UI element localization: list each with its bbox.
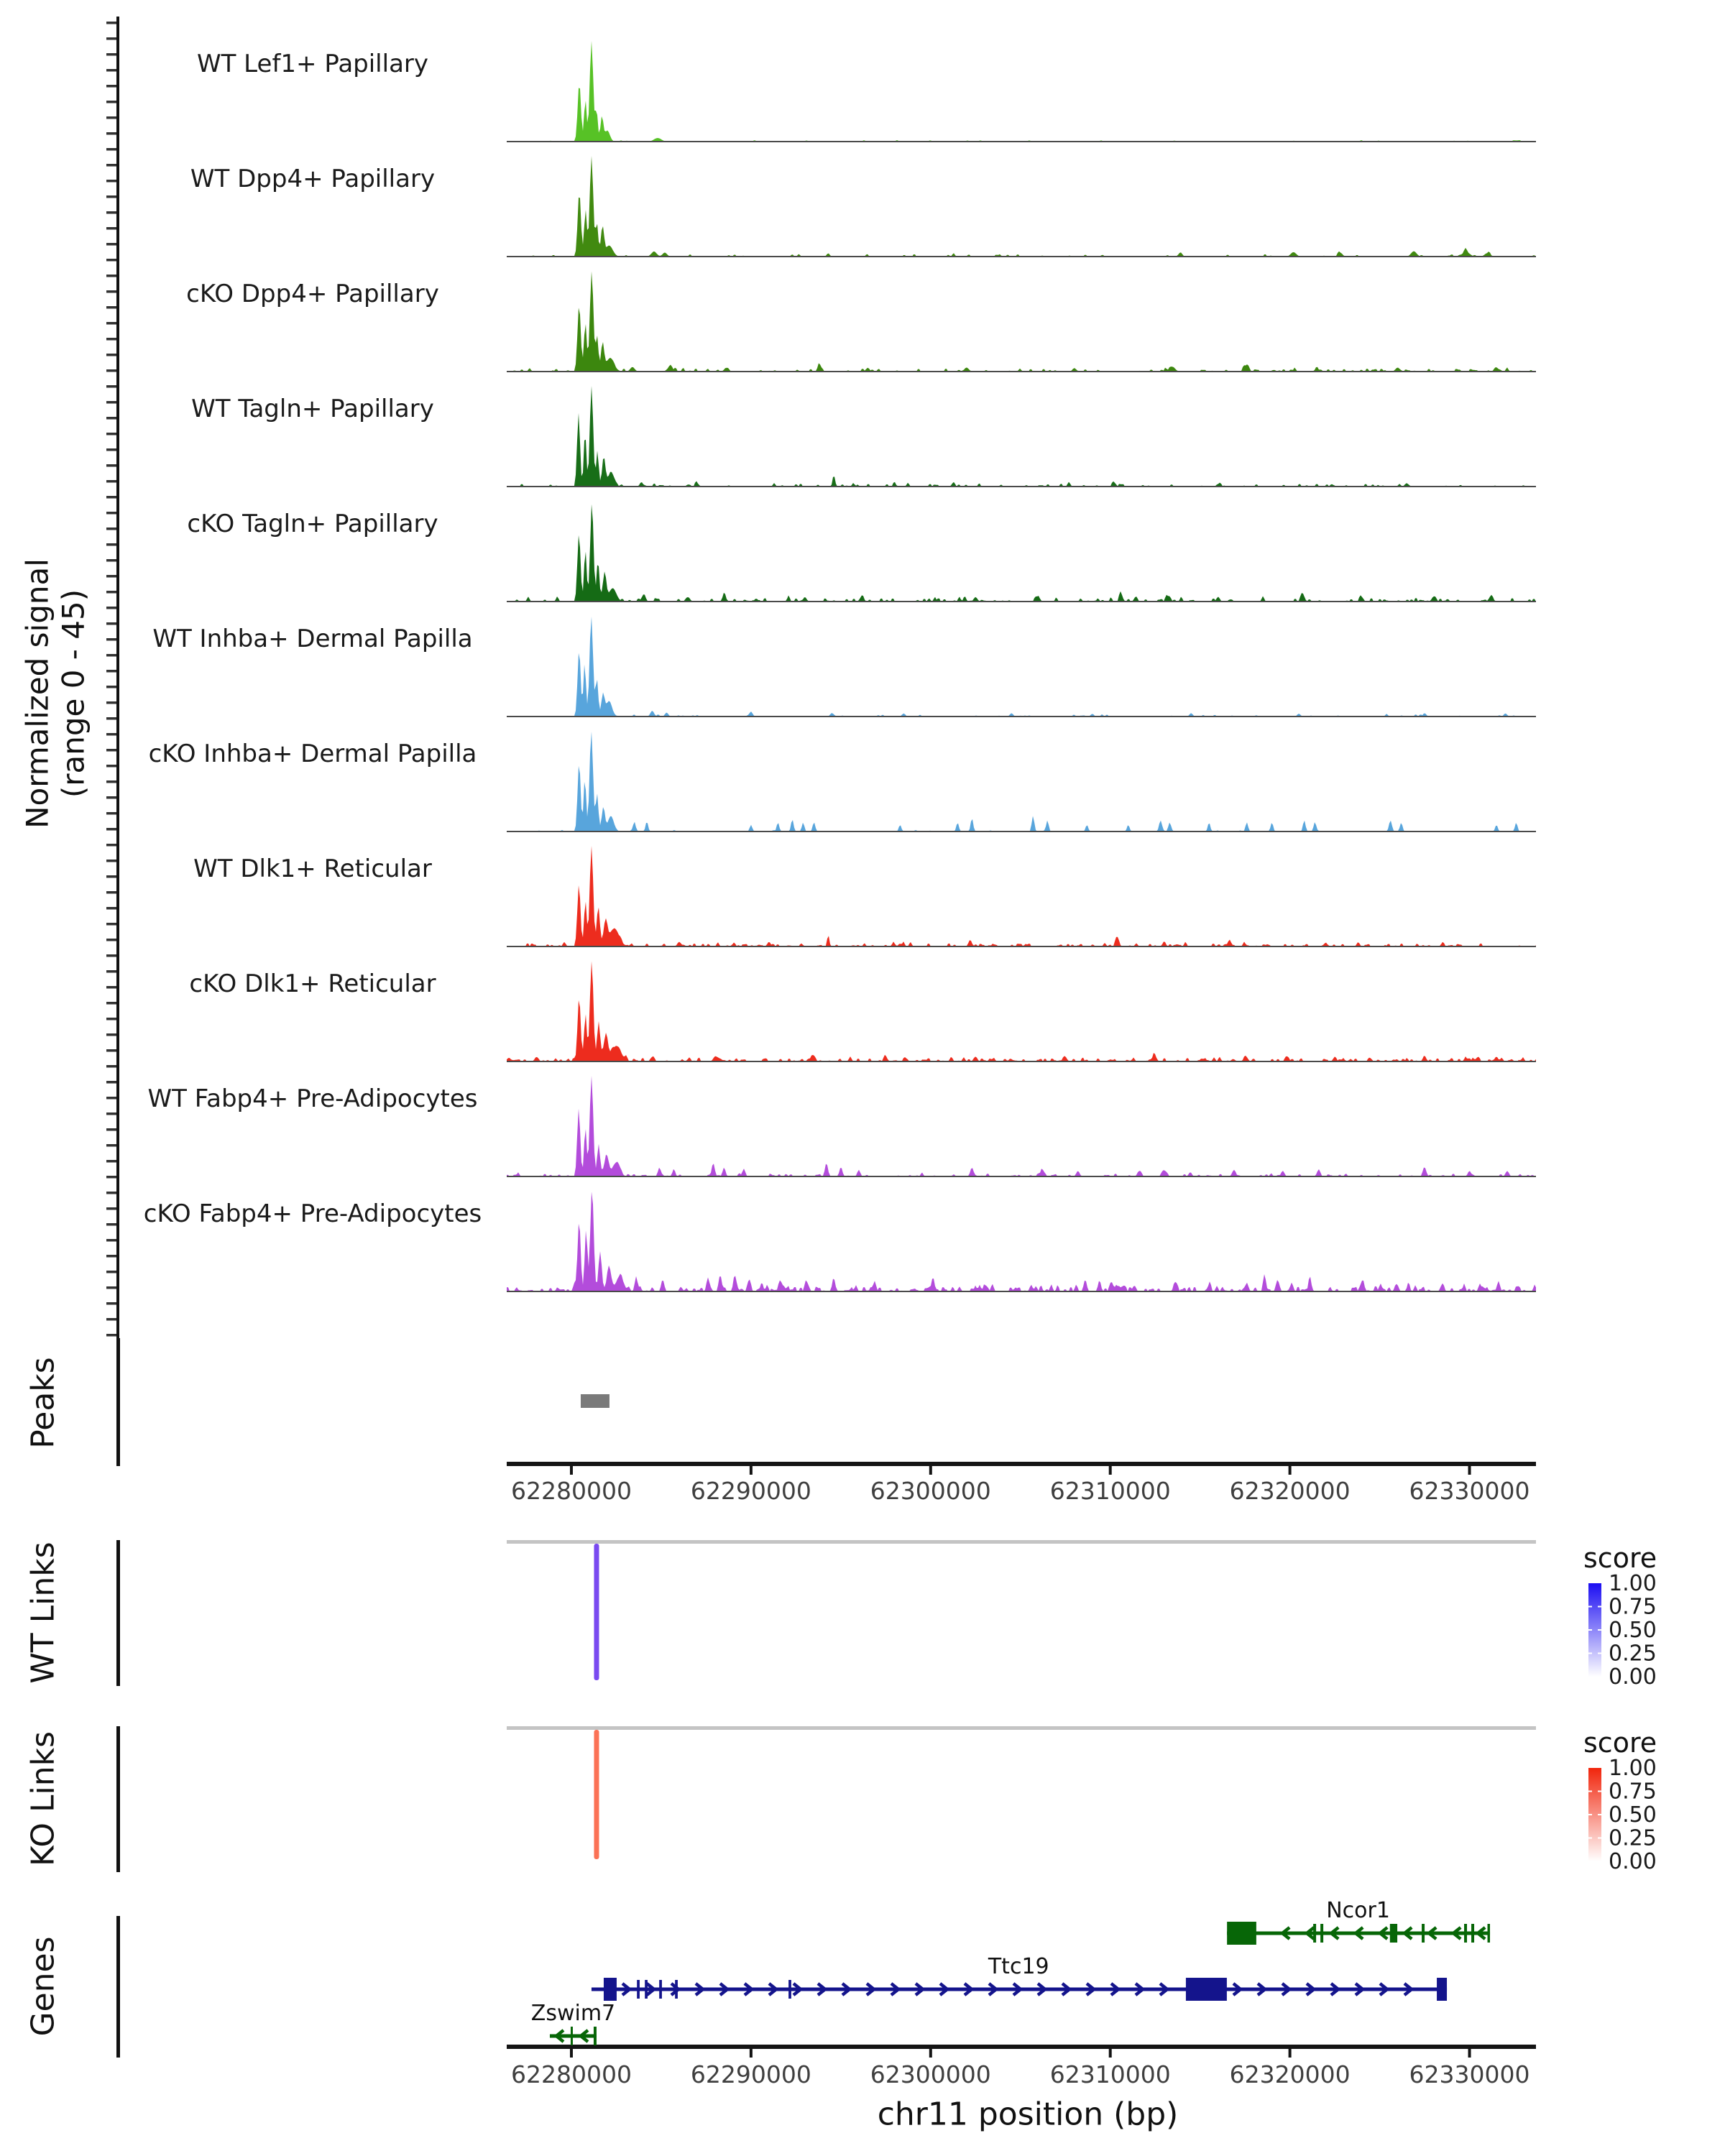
signal-axis-tick	[106, 749, 116, 752]
track-label-wt-fabp4: WT Fabp4+ Pre-Adipocytes	[147, 1084, 478, 1113]
gene-exon-Ttc19	[604, 1978, 617, 2001]
peaks-axis-tick	[570, 1466, 573, 1475]
coverage-area-2	[507, 272, 1536, 372]
signal-axis-tick	[106, 69, 116, 72]
gene-exon-Ncor1	[1488, 1924, 1490, 1943]
signal-axis-tick	[106, 1097, 116, 1100]
signal-axis-tick	[106, 53, 116, 56]
signal-axis-tick	[106, 180, 116, 183]
signal-axis-tick	[106, 132, 116, 135]
track-label-wt-tagln: WT Tagln+ Papillary	[191, 395, 434, 423]
gene-exon-Ttc19	[637, 1980, 640, 1999]
signal-axis-tick	[106, 417, 116, 420]
signal-axis-tick	[106, 591, 116, 594]
signal-axis-tick	[106, 860, 116, 862]
legend-tick	[1598, 1814, 1601, 1815]
signal-axis-tick	[106, 116, 116, 119]
signal-axis-tick	[106, 1033, 116, 1036]
genes-axis-tick-label: 62320000	[1229, 2060, 1351, 2088]
coverage-area-0	[507, 41, 1536, 142]
genes-axis-line	[507, 2045, 1536, 2049]
wt-legend-label: 0.00	[1609, 1664, 1657, 1690]
signal-axis-tick	[106, 1018, 116, 1021]
coverage-baseline-1	[507, 256, 1536, 257]
genes-axis-tick	[929, 2049, 932, 2058]
signal-axis-tick	[106, 195, 116, 198]
wt-legend-label: 0.75	[1609, 1594, 1657, 1620]
signal-axis-tick	[106, 575, 116, 578]
y-axis-label-line2: (range 0 - 45)	[56, 589, 91, 798]
signal-axis-tick	[106, 401, 116, 404]
signal-axis-tick	[106, 322, 116, 325]
signal-axis-tick	[106, 622, 116, 625]
track-label-cko-inhba: cKO Inhba+ Dermal Papilla	[148, 740, 477, 768]
signal-axis-tick	[106, 1334, 116, 1337]
genes-axis-tick-label: 62280000	[510, 2060, 632, 2088]
track-label-cko-dlk1: cKO Dlk1+ Reticular	[189, 969, 436, 998]
signal-axis-tick	[106, 1255, 116, 1258]
signal-axis-tick	[106, 954, 116, 957]
legend-tick	[1598, 1838, 1601, 1839]
signal-axis-tick	[106, 607, 116, 609]
coverage-baseline-5	[507, 716, 1536, 717]
gene-exon-Ttc19	[788, 1980, 791, 1999]
track-label-wt-dlk1: WT Dlk1+ Reticular	[193, 854, 432, 883]
legend-tick	[1598, 1629, 1601, 1631]
y-axis-label	[20, 558, 93, 829]
wt-links-bracket	[116, 1540, 120, 1686]
legend-tick	[1598, 1606, 1601, 1608]
coverage-area-4	[507, 505, 1536, 602]
signal-axis-tick	[106, 243, 116, 246]
signal-axis-tick	[106, 369, 116, 372]
signal-axis-tick	[106, 907, 116, 910]
signal-axis-tick	[106, 1207, 116, 1210]
signal-axis-tick	[106, 259, 116, 262]
ko-legend-label: 0.00	[1609, 1849, 1657, 1874]
coverage-baseline-3	[507, 486, 1536, 487]
signal-axis-tick	[106, 828, 116, 831]
wt-legend-label: 0.25	[1609, 1641, 1657, 1667]
signal-axis-tick	[106, 1049, 116, 1052]
signal-axis-tick	[106, 733, 116, 736]
peaks-axis-tick	[750, 1466, 753, 1475]
signal-axis-tick	[106, 306, 116, 309]
gene-name-Ttc19: Ttc19	[988, 1954, 1049, 1979]
signal-axis-tick	[106, 638, 116, 641]
signal-axis-tick	[106, 227, 116, 230]
ko-score-legend-title: score	[1583, 1727, 1657, 1759]
signal-axis-tick	[106, 1192, 116, 1194]
wt-score-legend-title: score	[1583, 1542, 1657, 1574]
signal-axis-tick	[106, 1002, 116, 1005]
coverage-area-9	[507, 1076, 1536, 1176]
track-label-cko-dpp4: cKO Dpp4+ Papillary	[186, 280, 439, 308]
peaks-section-label: Peaks	[24, 1357, 62, 1449]
track-label-cko-fabp4: cKO Fabp4+ Pre-Adipocytes	[143, 1199, 482, 1228]
ko-legend-label: 0.50	[1609, 1802, 1657, 1828]
gene-exon-Ncor1	[1422, 1924, 1425, 1943]
signal-axis-tick	[106, 1271, 116, 1273]
genes-axis-tick-label: 62330000	[1409, 2060, 1530, 2088]
signal-axis-tick	[106, 1081, 116, 1084]
signal-axis-tick	[106, 686, 116, 688]
legend-tick	[1588, 1791, 1592, 1792]
peaks-axis-tick-label: 62320000	[1229, 1477, 1351, 1505]
ko-legend-label: 0.75	[1609, 1779, 1657, 1805]
signal-axis-tick	[106, 338, 116, 341]
signal-axis-tick	[106, 796, 116, 799]
signal-axis-tick	[106, 875, 116, 878]
signal-axis-tick	[106, 670, 116, 673]
y-axis-label-line1: Normalized signal	[19, 558, 55, 829]
signal-axis-tick	[106, 654, 116, 657]
signal-axis-tick	[106, 939, 116, 941]
signal-axis-tick	[106, 717, 116, 720]
signal-axis-tick	[106, 1318, 116, 1321]
peaks-axis-tick-label: 62280000	[510, 1477, 632, 1505]
genes-axis-tick	[750, 2049, 753, 2058]
coverage-baseline-4	[507, 601, 1536, 602]
legend-tick	[1598, 1791, 1601, 1792]
wt-links-baseline	[507, 1540, 1536, 1544]
signal-axis-tick	[106, 512, 116, 515]
signal-axis-tick	[106, 354, 116, 356]
peaks-axis-tick	[1289, 1466, 1292, 1475]
gene-name-Zswim7: Zswim7	[530, 2001, 616, 2026]
gene-name-Ncor1: Ncor1	[1326, 1898, 1390, 1923]
gene-exon-Zswim7	[571, 2027, 573, 2045]
coverage-baseline-9	[507, 1176, 1536, 1177]
signal-axis-tick	[106, 1128, 116, 1131]
gene-exon-Ncor1	[1227, 1922, 1256, 1945]
gene-exon-Zswim7	[594, 2027, 597, 2045]
signal-axis-tick	[106, 211, 116, 214]
signal-axis-tick	[106, 1112, 116, 1115]
signal-axis-tick	[106, 448, 116, 451]
track-label-cko-tagln: cKO Tagln+ Papillary	[187, 510, 438, 538]
signal-axis-tick	[106, 85, 116, 88]
gene-exon-Ttc19	[1186, 1978, 1227, 2001]
track-label-wt-inhba: WT Inhba+ Dermal Papilla	[152, 625, 473, 653]
signal-axis-tick	[106, 528, 116, 530]
coverage-area-8	[507, 962, 1536, 1062]
signal-axis-tick	[106, 1144, 116, 1147]
signal-axis-tick	[106, 101, 116, 103]
peaks-axis-tick-label: 62290000	[690, 1477, 811, 1505]
peaks-axis-tick-label: 62300000	[870, 1477, 991, 1505]
gene-exon-Ncor1	[1390, 1924, 1397, 1943]
signal-axis-tick	[106, 480, 116, 483]
ko-legend-label: 1.00	[1609, 1756, 1657, 1781]
signal-axis-tick	[106, 1065, 116, 1068]
coverage-area-10	[507, 1192, 1536, 1291]
signal-axis-tick	[106, 1176, 116, 1179]
signal-axis-tick	[106, 433, 116, 436]
peaks-axis-tick-label: 62310000	[1049, 1477, 1171, 1505]
gene-exon-Ttc19	[659, 1980, 662, 1999]
coverage-area-6	[507, 732, 1536, 831]
legend-tick	[1588, 1814, 1592, 1815]
coverage-baseline-6	[507, 831, 1536, 832]
signal-axis-tick	[106, 164, 116, 167]
ko-links-bracket	[116, 1726, 120, 1872]
signal-axis-tick	[106, 765, 116, 768]
peaks-axis-line	[507, 1462, 1536, 1466]
gene-exon-Ncor1	[1320, 1924, 1323, 1943]
genes-section-label: Genes	[24, 1936, 62, 2037]
peaks-axis-tick	[1468, 1466, 1471, 1475]
coverage-area-7	[507, 846, 1536, 946]
peaks-axis-tick	[1109, 1466, 1112, 1475]
coverage-baseline-0	[507, 141, 1536, 142]
gene-exon-Ncor1	[1464, 1924, 1467, 1943]
signal-axis-tick	[106, 37, 116, 40]
signal-axis-tick	[106, 970, 116, 973]
signal-axis-tick	[106, 275, 116, 277]
signal-axis-tick	[106, 701, 116, 704]
ko-links-section-label: KO Links	[24, 1731, 62, 1867]
gene-exon-Ttc19	[645, 1980, 648, 1999]
coverage-area-5	[507, 617, 1536, 717]
genes-bracket	[116, 1916, 120, 2058]
wt-legend-label: 0.50	[1609, 1618, 1657, 1643]
genes-axis-tick	[1289, 2049, 1292, 2058]
coverage-baseline-8	[507, 1061, 1536, 1062]
signal-axis-tick	[106, 1302, 116, 1305]
signal-axis-tick	[106, 22, 116, 24]
signal-axis-tick	[106, 891, 116, 894]
signal-axis-tick	[106, 1286, 116, 1289]
legend-tick	[1588, 1653, 1592, 1654]
track-label-wt-dpp4: WT Dpp4+ Papillary	[190, 165, 436, 193]
ko-links-baseline	[507, 1726, 1536, 1730]
genes-axis-tick-label: 62300000	[870, 2060, 991, 2088]
x-axis-title: chr11 position (bp)	[877, 2096, 1179, 2133]
signal-axis-tick	[106, 290, 116, 293]
peaks-axis-tick-label: 62330000	[1409, 1477, 1530, 1505]
genes-axis-tick	[1109, 2049, 1112, 2058]
peaks-bracket	[116, 1338, 120, 1466]
ko-legend-label: 0.25	[1609, 1825, 1657, 1851]
signal-axis-tick	[106, 923, 116, 926]
gene-exon-Ncor1	[1313, 1924, 1316, 1943]
signal-axis-tick	[106, 1223, 116, 1226]
wt-link-line	[594, 1544, 599, 1680]
coverage-area-3	[507, 386, 1536, 487]
genes-axis-tick-label: 62310000	[1049, 2060, 1171, 2088]
track-label-wt-lef1: WT Lef1+ Papillary	[196, 50, 429, 78]
ko-link-line	[594, 1730, 599, 1859]
legend-tick	[1588, 1606, 1592, 1608]
gene-exon-Ncor1	[1471, 1924, 1474, 1943]
genes-axis-tick-label: 62290000	[690, 2060, 811, 2088]
wt-links-section-label: WT Links	[24, 1542, 62, 1684]
legend-tick	[1598, 1653, 1601, 1654]
coverage-baseline-2	[507, 371, 1536, 372]
signal-axis-tick	[106, 464, 116, 467]
genes-axis-tick	[570, 2049, 573, 2058]
signal-axis-tick	[106, 844, 116, 847]
peaks-axis-tick	[929, 1466, 932, 1475]
coverage-baseline-10	[507, 1291, 1536, 1292]
signal-axis-tick	[106, 543, 116, 546]
signal-axis-tick	[106, 496, 116, 499]
gene-exon-Ttc19	[1437, 1978, 1447, 2001]
signal-axis-tick	[106, 1239, 116, 1242]
legend-tick	[1588, 1629, 1592, 1631]
signal-axis-tick	[106, 780, 116, 783]
signal-axis-line	[116, 17, 119, 1348]
legend-tick	[1588, 1838, 1592, 1839]
coverage-baseline-7	[507, 946, 1536, 947]
signal-axis-tick	[106, 1160, 116, 1163]
coverage-area-1	[507, 156, 1536, 257]
signal-axis-tick	[106, 812, 116, 815]
wt-legend-label: 1.00	[1609, 1571, 1657, 1596]
genes-axis-tick	[1468, 2049, 1471, 2058]
signal-axis-tick	[106, 986, 116, 989]
signal-axis-tick	[106, 559, 116, 562]
peak-interval	[581, 1394, 610, 1408]
signal-axis-tick	[106, 385, 116, 388]
signal-axis-tick	[106, 148, 116, 151]
